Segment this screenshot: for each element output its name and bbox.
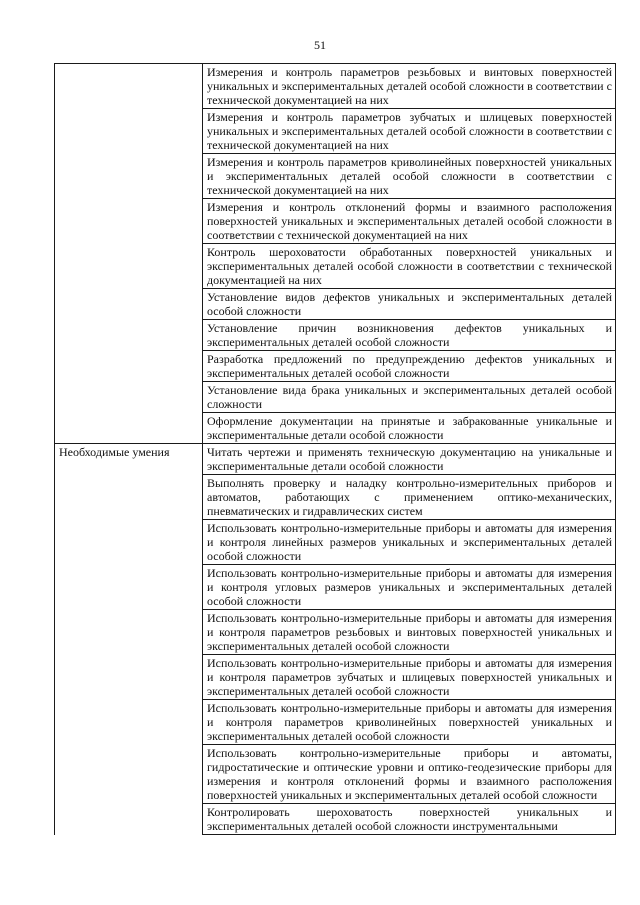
table-cell-text: Использовать контрольно-измерительные приборы и автоматы для измерения и контроля линейных размеров уникальных и экспериментальных деталей особой сложности [203,520,616,565]
table-cell-text: Использовать контрольно-измерительные приборы и автоматы для измерения и контроля параметров зубчатых и шлицевых поверхностей уникальных и экспериментальных деталей особой сложности [203,655,616,700]
table-cell-text: Использовать контрольно-измерительные приборы и автоматы для измерения и контроля угловых размеров уникальных и экспериментальных деталей особой сложности [203,565,616,610]
table-cell-text: Контроль шероховатости обработанных поверхностей уникальных и экспериментальных деталей особой сложности в соответствии с технической документацией на них [203,244,616,289]
table-cell-text: Измерения и контроль параметров зубчатых и шлицевых поверхностей уникальных и экспериментальных деталей особой сложности в соответствии с технической документацией на них [203,109,616,154]
table-row [55,444,616,475]
section-label-cell [55,64,203,444]
table-cell-text: Читать чертежи и применять техническую документацию на уникальные и экспериментальные детали особой сложности [203,444,616,475]
table-row [55,64,616,109]
table-cell-text: Использовать контрольно-измерительные приборы и автоматы для измерения и контроля параметров резьбовых и винтовых поверхностей уникальных и экспериментальных деталей особой сложности [203,610,616,655]
table-cell-text: Измерения и контроль параметров резьбовых и винтовых поверхностей уникальных и экспериментальных деталей особой сложности в соответствии с технической документацией на них [203,64,616,109]
section-label: Необходимые умения [59,445,170,459]
table-cell-text: Установление причин возникновения дефектов уникальных и экспериментальных деталей особой сложности [203,320,616,351]
table-cell-text: Измерения и контроль параметров криволинейных поверхностей уникальных и экспериментальных деталей особой сложности в соответствии с технической документацией на них [203,154,616,199]
table-cell-text: Установление видов дефектов уникальных и экспериментальных деталей особой сложности [203,289,616,320]
table-cell-text: Использовать контрольно-измерительные приборы и автоматы для измерения и контроля параметров криволинейных поверхностей уникальных и экспериментальных деталей особой сложности [203,700,616,745]
table-cell-text: Разработка предложений по предупреждению дефектов уникальных и экспериментальных деталей особой сложности [203,351,616,382]
table-cell-text: Оформление документации на принятые и забракованные уникальные и экспериментальные детали особой сложности [203,413,616,444]
table-cell-text: Выполнять проверку и наладку контрольно-измерительных приборов и автоматов, работающих с применением оптико-механических, пневматических и гидравлических систем [203,475,616,520]
table-cell-text: Использовать контрольно-измерительные приборы и автоматы, гидростатические и оптические уровни и оптико-геодезические приборы для измерения и контроля отклонений формы и взаимного расположения поверхностей уникальных и экспериментальных деталей особой сложности [203,745,616,804]
table-cell-text: Установление вида брака уникальных и экспериментальных деталей особой сложности [203,382,616,413]
competency-table [54,63,616,835]
page-number: 51 [314,38,326,52]
section-label-cell [55,444,203,835]
table-cell-text: Контролировать шероховатость поверхностей уникальных и экспериментальных деталей особой сложности инструментальными [203,804,616,835]
table-cell-text: Измерения и контроль отклонений формы и взаимного расположения поверхностей уникальных и экспериментальных деталей особой сложности в соответствии с технической документацией на них [203,199,616,244]
table-body [55,64,616,835]
